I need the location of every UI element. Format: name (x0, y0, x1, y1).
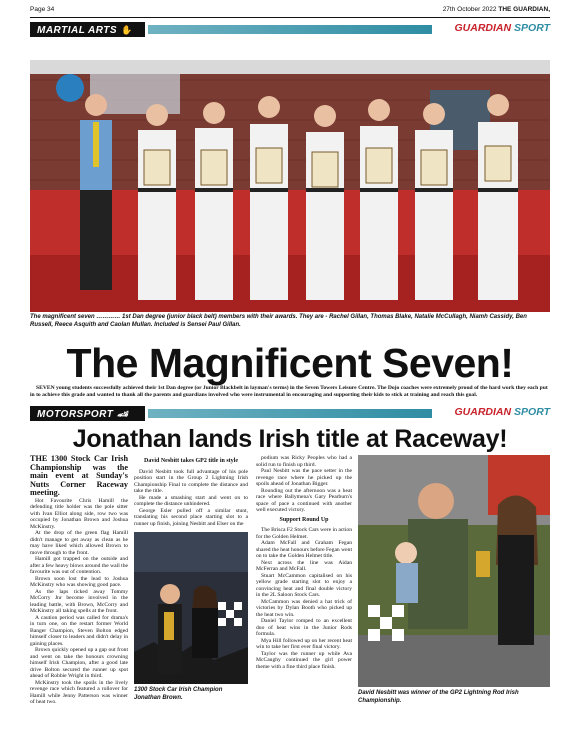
guardian-sport-logo: GUARDIAN SPORT (454, 22, 550, 34)
david-nesbitt-caption: David Nesbitt was winner of the GP2 Lightning Rod Irish Championship. (358, 690, 519, 704)
article-column-3: podium was Ricky Peoples who had a solid run to finish up third. Paul Nesbitt was the pace setter in the revenge race where he picked up the spoils ahead of Jonathan Bigger. Rounding out the afternoon was a heat race where Ballymena's Gary Pearburn's space of pace a continued with another well executed victory. Support Round Up The Brisca F2 Stock Cars were in action for the Golden Helmet. Adam McFall and Graham Fegan shared the heat honours before Fegan went on to take the Golden Helmet title. Next across the line was Aidan McFerran and McFall. Stuart McCammon capitalised on his yellow grade starting slot to enjoy a convincing heat and final double victory in the 2L Saloon Stock Cars. McCammon was denied a hat trick of victories by Dylan Booth who picked up the heat two win. Daniel Taylor romped to an excellent duo of heat wins in the Junior Rods formula. Mya Hill followed up on her recent heat win to take her first ever final victory. Taylor was the runner up while Ava McCaughy continued the girl power theme with a fine third place finish. (256, 455, 352, 670)
article-lead: THE 1300 Stock Car Irish Championship was the main event at Sunday's Nutts Corner Raceway meeting. (30, 454, 128, 498)
article-column-2: David Nesbitt takes GP2 title in style David Nesbitt took full advantage of his pole position start in the Group 2 Lightning Irish Championship Final to complete the distance and take the title. He made a smashing start and went on to complete the distance unhindered. George Esler pulled off a similar stunt, translating his second place starting slot to a runner up finish, joining Nesbitt and Elser on the (134, 458, 248, 527)
subheading-gp2: David Nesbitt takes GP2 title in style (144, 458, 238, 464)
jonathan-brown-caption: 1300 Stock Car Irish Champion Jonathan Brown. (134, 687, 223, 701)
martial-arts-photo-caption: The magnificent seven ………… 1st Dan degree (junior black belt) members with their awards. They are - Rachel Gillan, Thomas Blake, Natalie McCullagh, Niamh Cassidy, Ben Russell, Reece Asquith and Caolan Mullan. Included is Sensei Paul Gillan. (30, 314, 527, 328)
article-column-1: THE 1300 Stock Car Irish Championship was the main event at Sunday's Nutts Corner Raceway meeting. Hot Favourite Chris Hamill the defending title holder was the pole sitter with Ivan Elliot along side, row two was occupied by Jonathan Brown and Joshua McKinstry. At the drop of the green flag Hamill didn't manage to get away as clean as he may have liked which allowed Brown to move through to the front. Hamill got trapped on the outside and after a few heavy blows around the wall the favourite was out of contention. Brown soon lost the lead to Joshua McKinstry who was showing good pace. As the laps ticked away Tommy McCorry Jnr become involved in the leading battle, with Brown, McCorry and McKinstry all taking spells at the front. A caution period was called for drama's in turn one, on the restart former World Banger Champion, Steven Bolton edged himself closer to leaders and didn't delay in gaining places. Brown quickly opened up a gap out front and went on take the honours crowning himself Irish Champion, after a good late drive Bolton secured the runner up spot ahead of Robbie Wright in third. McKinstry took the spoils in the lively revenge race which featured a rollover for Hamill while Jenny Patterson was winner of heat two. (30, 454, 128, 706)
subheading-support-round-up: Support Round Up (279, 516, 329, 523)
section-tag-martial-arts: MARTIAL ARTS ✋ (30, 22, 145, 37)
page-folio (30, 4, 550, 16)
motorsport-section-bar (30, 406, 550, 421)
magnificent-seven-headline: The Magnificent Seven! (66, 340, 514, 386)
martial-arts-group-photo (30, 60, 550, 312)
section-stripe (148, 409, 432, 418)
martial-arts-section-bar (30, 22, 550, 37)
section-stripe (148, 25, 432, 34)
jonathan-brown-photo (134, 532, 248, 684)
guardian-sport-logo: GUARDIAN SPORT (454, 406, 550, 418)
issue-date: 27th October 2022 THE GUARDIAN, (442, 6, 550, 13)
magnificent-seven-standfirst: SEVEN young students successfully achieved their 1st Dan degree (or Junior Blackbelt in layman's terms) in the Seven Towers Leisure Centre. The Dojo coaches were extremely proud of the hard work they each put in to achieve this grade and wanted to thank all the parents and guardians involved who were instrumental in encouraging and supporting their kids to stick at training and reach this goal. (30, 385, 548, 398)
publication-name: THE GUARDIAN, (498, 6, 550, 13)
martial-arts-icon: ✋ (121, 25, 133, 35)
raceway-headline: Jonathan lands Irish title at Raceway! (72, 425, 508, 453)
racing-car-icon: 🏎 (117, 409, 130, 419)
david-nesbitt-photo (358, 455, 550, 687)
folio-rule (30, 17, 550, 18)
section-tag-motorsport: MOTORSPORT 🏎 (30, 406, 145, 421)
page-number: Page 34 (30, 6, 55, 13)
